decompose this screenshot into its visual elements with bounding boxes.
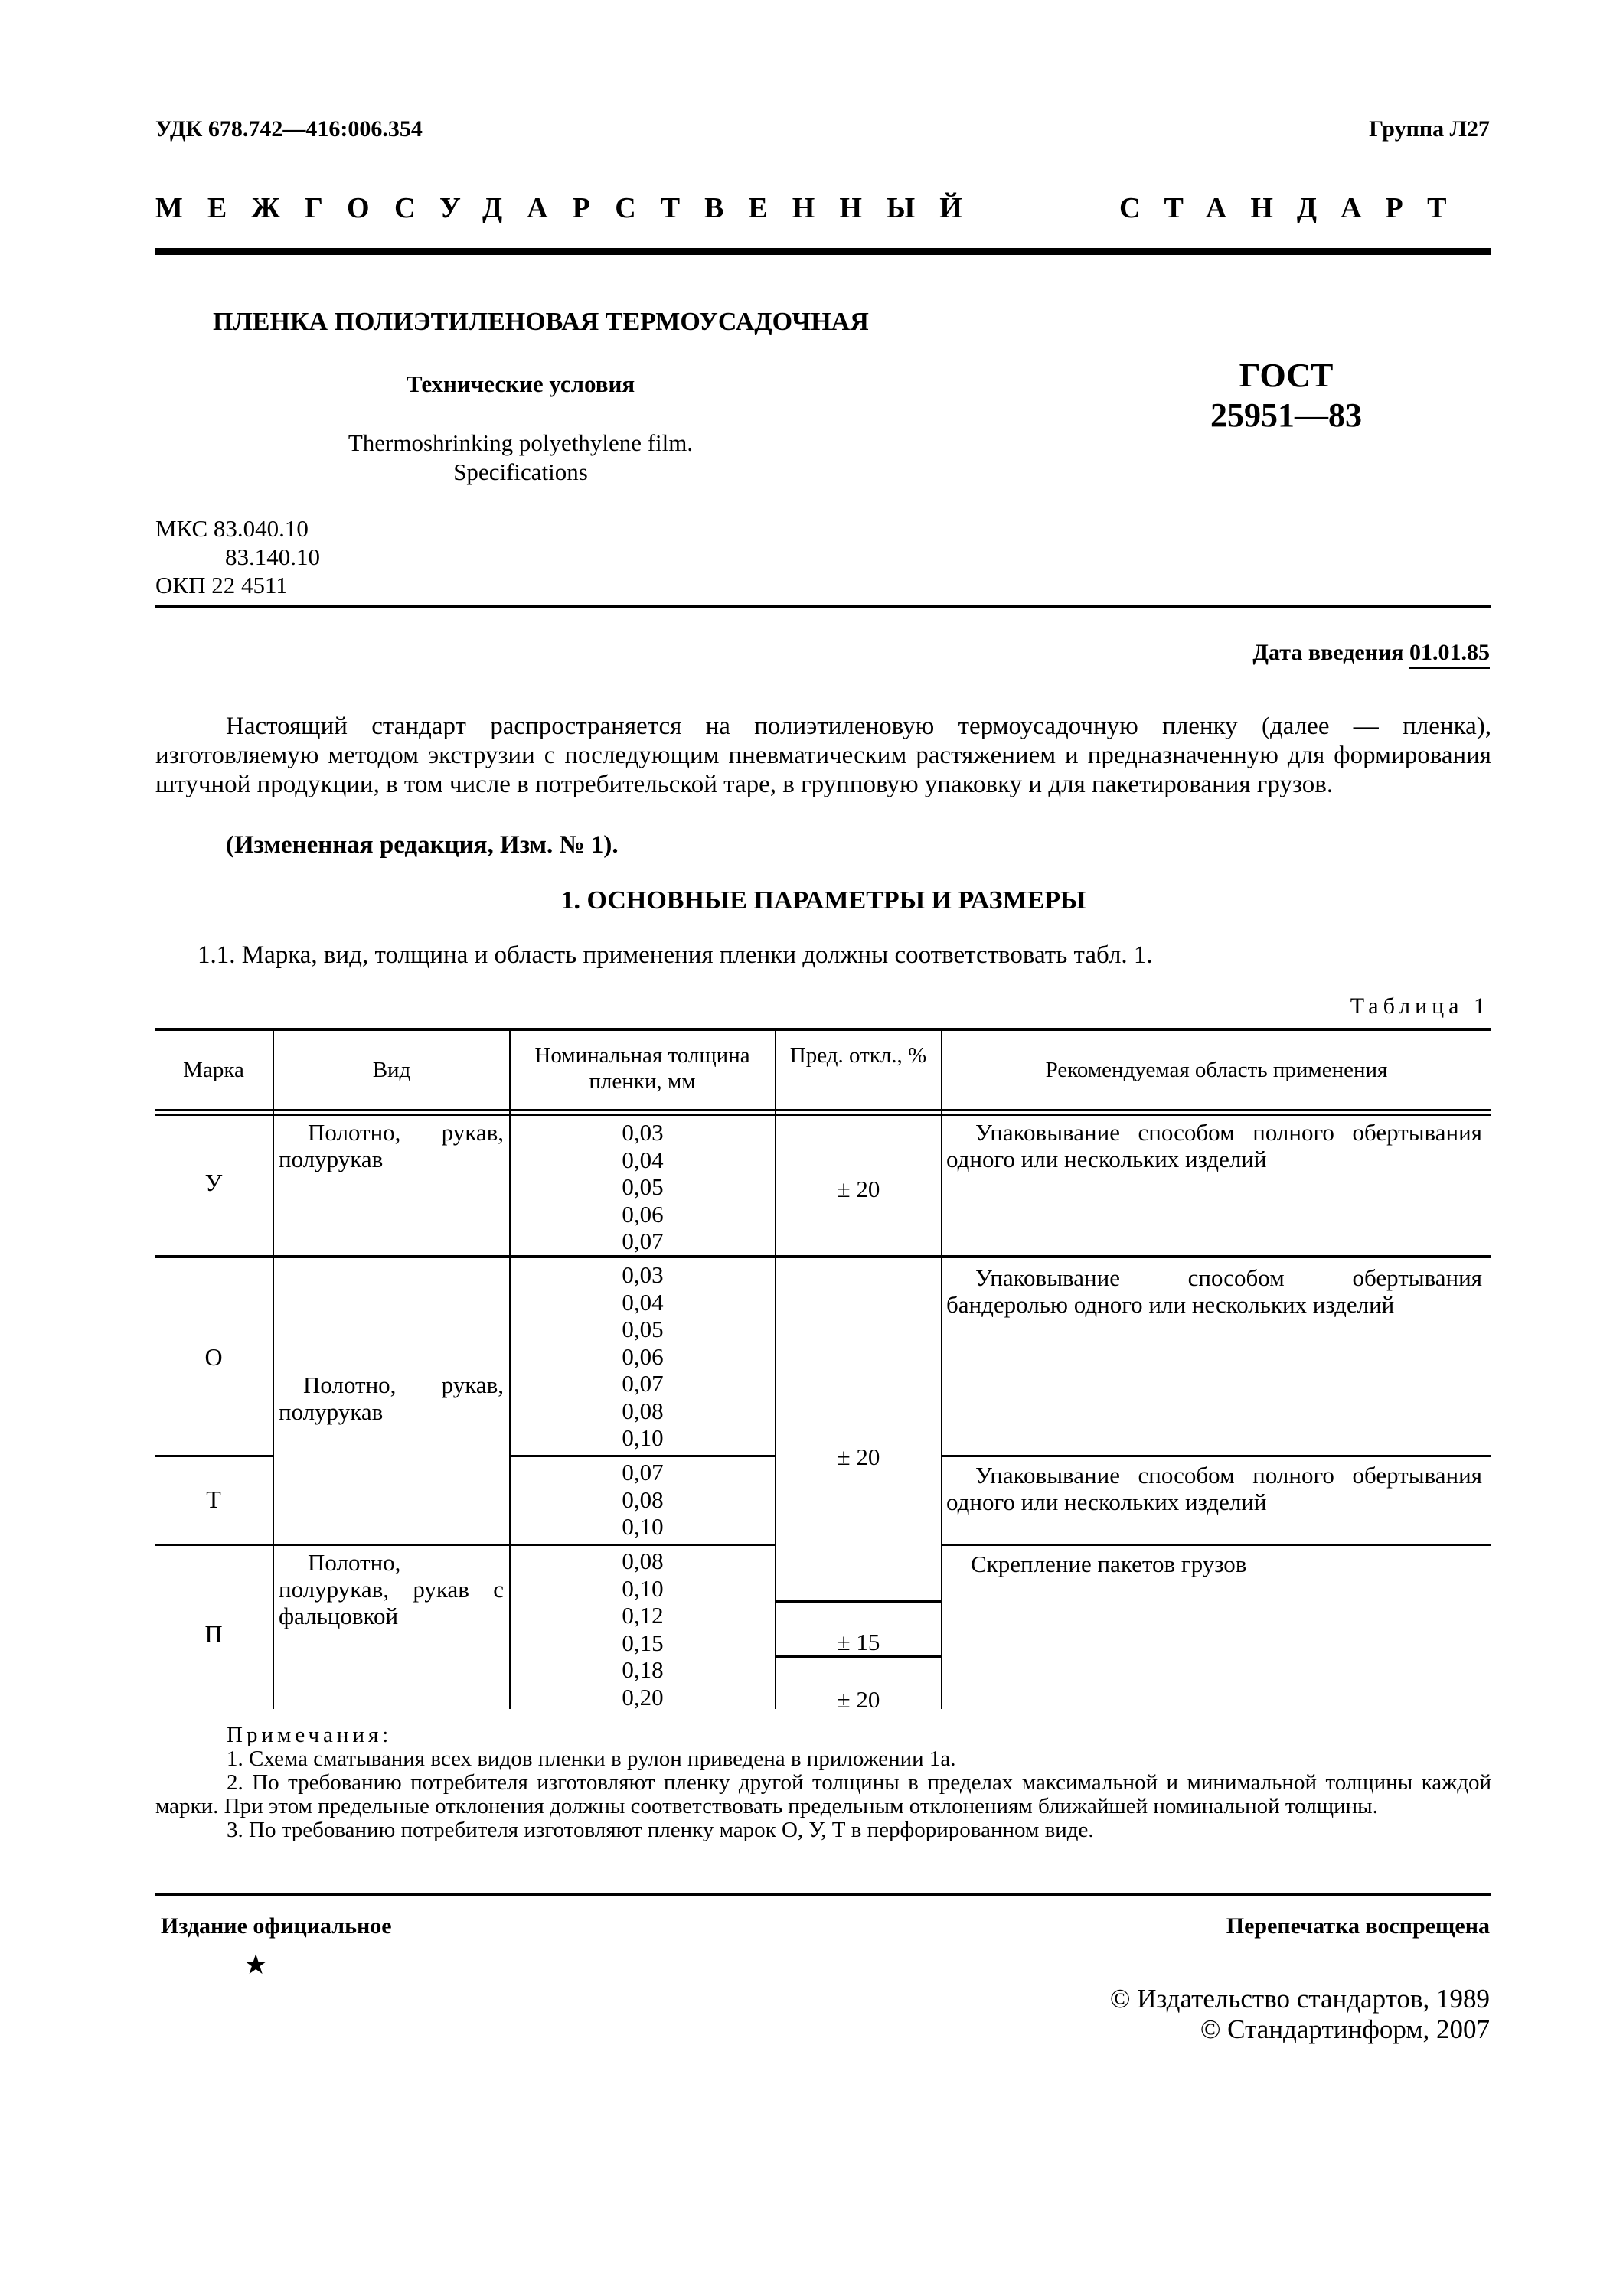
th-mark: Марка <box>183 1058 244 1082</box>
table-top-rule <box>155 1028 1491 1031</box>
note-2: 2. По требованию потребителя изготовляют пленку другой толщины в пределах максимальной и минимальной толщины каждой марки. При этом предельные отклонения должны соответствовать предельным отклонениям ближайшей номинальной толщины. <box>155 1770 1491 1818</box>
row-rule-o-mark <box>155 1455 274 1457</box>
thickness-value: 0,10 <box>622 1424 664 1451</box>
note-3: 3. По требованию потребителя изготовляют пленку марок О, У, Т в перфорированном виде. <box>227 1818 1094 1842</box>
mks-code: МКС 83.040.10 <box>155 515 309 542</box>
intro-date <box>1252 640 1490 666</box>
row-rule-u <box>155 1255 1491 1258</box>
section-1-heading: 1. ОСНОВНЫЕ ПАРАМЕТРЫ И РАЗМЕРЫ <box>560 886 1086 915</box>
intro-date-label: Дата введения <box>1252 640 1404 665</box>
th-thickness: Номинальная толщина пленки, мм <box>534 1043 750 1094</box>
th-tolerance: Пред. откл., % <box>789 1043 927 1068</box>
thickness-value: 0,07 <box>622 1370 664 1397</box>
table-header-rule-1 <box>155 1109 1491 1111</box>
thickness-value: 0,08 <box>622 1486 664 1513</box>
row-p-thickness <box>510 1548 776 1711</box>
th-type: Вид <box>372 1058 411 1082</box>
copyright-block <box>1110 1984 1490 2045</box>
row-p-mark: П <box>204 1620 223 1648</box>
row-o-mark: О <box>204 1343 223 1371</box>
row-u-thickness <box>510 1119 776 1255</box>
row-o-t-tolerance: ± 20 <box>837 1443 880 1470</box>
header-rule <box>155 248 1491 255</box>
banner-standard: СТАНДАРТ <box>1119 192 1471 224</box>
official-edition: Издание официальное <box>161 1913 392 1939</box>
row-o-type: Полотно, рукав, полурукав <box>279 1371 504 1425</box>
mks-code-2: 83.140.10 <box>225 543 320 570</box>
table-notes <box>155 1724 1491 1842</box>
english-title-line1: Thermoshrinking polyethylene film. <box>348 429 694 456</box>
row-o-thickness <box>510 1261 776 1452</box>
intro-paragraph: Настоящий стандарт распространяется на полиэтиленовую термоусадочную пленку (далее — пленка), изготовляемую методом экструзии с последующим пневматическим растяжением и предназначенную для формирования штучной продукции, в том числе в потребительской таре, в групповую упаковку и для пакетирования грузов. <box>155 713 1491 798</box>
row-u-mark: У <box>204 1169 223 1196</box>
banner-interstate: МЕЖГОСУДАРСТВЕННЫЙ <box>155 192 987 224</box>
row-u-tolerance: ± 20 <box>837 1176 880 1202</box>
thickness-value: 0,03 <box>622 1261 664 1288</box>
row-t-application: Упаковывание способом полного обертывания одного или нескольких изделий <box>946 1462 1482 1515</box>
reprint-prohibited: Перепечатка воспрещена <box>1226 1913 1490 1939</box>
gost-number: 25951—83 <box>1210 396 1362 434</box>
thickness-value: 0,07 <box>622 1459 664 1486</box>
tolerance-rule-2 <box>776 1655 942 1658</box>
thickness-value: 0,06 <box>622 1200 664 1228</box>
title-rule <box>155 605 1491 608</box>
thickness-value: 0,07 <box>622 1228 664 1254</box>
thickness-value: 0,15 <box>622 1629 664 1656</box>
copyright-2007: © Стандартинформ, 2007 <box>1200 2014 1490 2044</box>
thickness-value: 0,03 <box>622 1119 664 1146</box>
thickness-value: 0,10 <box>622 1574 664 1602</box>
document-title: ПЛЕНКА ПОЛИЭТИЛЕНОВАЯ ТЕРМОУСАДОЧНАЯ <box>213 308 869 336</box>
row-t-mark: Т <box>206 1486 221 1513</box>
thickness-value: 0,04 <box>622 1146 664 1173</box>
note-1: 1. Схема сматывания всех видов пленки в рулон приведена в приложении 1а. <box>227 1746 956 1771</box>
document-subtitle: Технические условия <box>406 370 635 397</box>
copyright-1989: © Издательство стандартов, 1989 <box>1109 1984 1490 2014</box>
thickness-value: 0,05 <box>622 1316 664 1342</box>
table-header-rule-2 <box>155 1114 1491 1116</box>
notes-title: Примечания: <box>227 1723 393 1747</box>
row-rule-o-app <box>942 1455 1491 1457</box>
tolerance-rule-1 <box>776 1600 942 1603</box>
row-p-type: Полотно, полурукав, рукав с фальцовкой <box>279 1549 504 1629</box>
thickness-value: 0,20 <box>622 1683 664 1711</box>
col-rule-1 <box>273 1029 274 1709</box>
star-icon: ★ <box>243 1949 269 1980</box>
thickness-value: 0,05 <box>622 1173 664 1200</box>
table-caption: Таблица 1 <box>1350 993 1490 1019</box>
thickness-value: 0,12 <box>622 1602 664 1629</box>
group-code: Группа Л27 <box>1369 116 1490 142</box>
row-p-tolerance-20: ± 20 <box>837 1686 880 1713</box>
thickness-value: 0,08 <box>622 1548 664 1574</box>
row-rule-t-app <box>942 1544 1491 1546</box>
okp-code: ОКП 22 4511 <box>155 572 288 598</box>
thickness-value: 0,18 <box>622 1656 664 1683</box>
row-rule-t-left <box>155 1544 776 1546</box>
intro-date-value: 01.01.85 <box>1409 640 1490 669</box>
clause-1-1: 1.1. Марка, вид, толщина и область применения пленки должны соответствовать табл. 1. <box>198 941 1153 969</box>
amendment-note: (Измененная редакция, Изм. № 1). <box>226 831 619 859</box>
english-title <box>329 429 712 487</box>
gost-designation <box>1171 356 1401 435</box>
row-o-application: Упаковывание способом обертывания бандеролью одного или нескольких изделий <box>946 1264 1482 1318</box>
classification-codes <box>155 514 320 599</box>
english-title-line2: Specifications <box>453 458 588 485</box>
row-p-application: Скрепление пакетов грузов <box>971 1551 1247 1577</box>
row-t-thickness <box>510 1459 776 1541</box>
thickness-value: 0,06 <box>622 1342 664 1370</box>
thickness-value: 0,08 <box>622 1397 664 1424</box>
thickness-value: 0,04 <box>622 1288 664 1316</box>
row-u-type: Полотно, рукав, полурукав <box>279 1119 504 1172</box>
row-rule-o-thick <box>510 1455 776 1457</box>
gost-label: ГОСТ <box>1239 357 1334 394</box>
footer-rule <box>155 1893 1491 1896</box>
th-application: Рекомендуемая область применения <box>1045 1058 1388 1082</box>
thickness-value: 0,10 <box>622 1513 664 1540</box>
row-u-application: Упаковывание способом полного обертывания одного или нескольких изделий <box>946 1119 1482 1172</box>
col-rule-4 <box>941 1029 942 1709</box>
row-p-tolerance-15: ± 15 <box>837 1629 880 1655</box>
udk-code: УДК 678.742—416:006.354 <box>155 116 423 142</box>
